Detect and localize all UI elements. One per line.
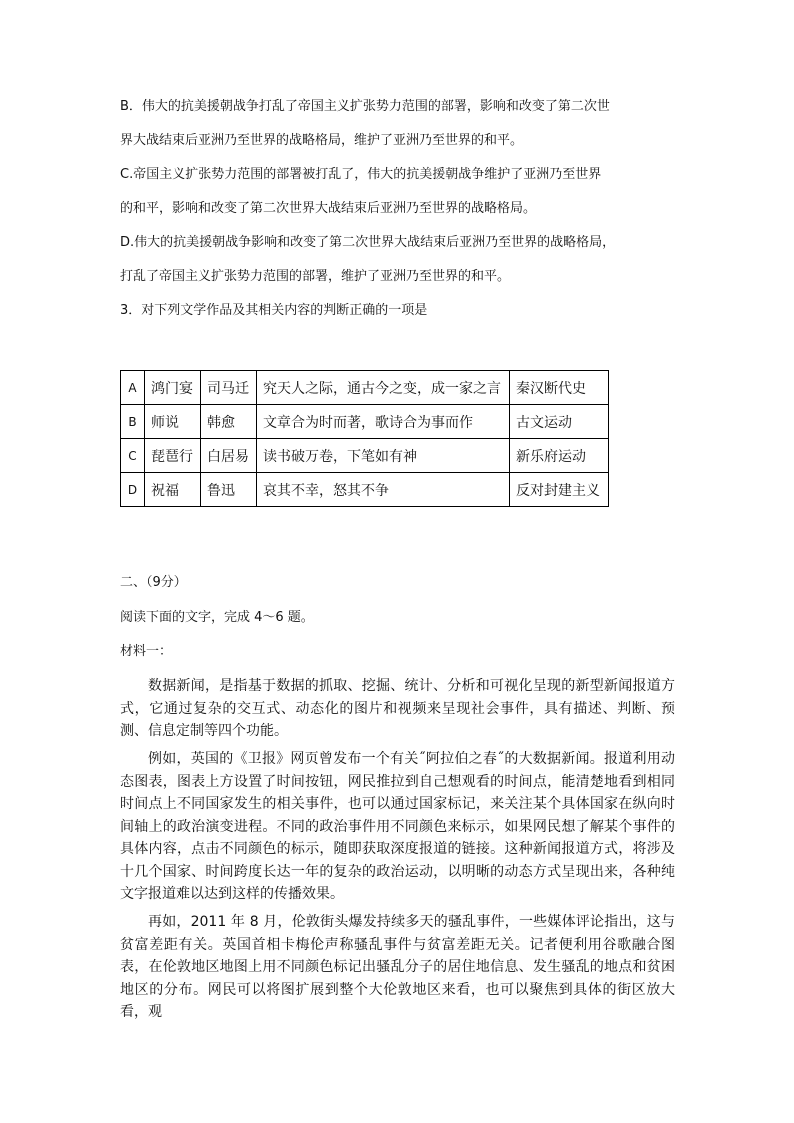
option-d-line-2: 打乱了帝国主义扩张势力范围的部署，维护了亚洲乃至世界的和平。 (120, 269, 511, 284)
option-c-line-2: 的和平，影响和改变了第二次世界大战结束后亚洲乃至世界的战略格局。 (120, 201, 537, 216)
option-b-line-2: 界大战结束后亚洲乃至世界的战略格局，维护了亚洲乃至世界的和平。 (120, 133, 524, 148)
option-b-line-1: B．伟大的抗美援朝战争打乱了帝国主义扩张势力范围的部署，影响和改变了第二次世 (120, 99, 610, 114)
option-c-line-1: C.帝国主义扩张势力范围的部署被打乱了，伟大的抗美援朝战争维护了亚洲乃至世界 (120, 167, 602, 182)
section-2-heading: 二、（9分） (120, 575, 187, 590)
work-author: 鲁迅 (201, 473, 257, 507)
work-quote: 究天人之际，通古今之变，成一家之言 (257, 371, 510, 405)
work-author: 韩愈 (201, 405, 257, 439)
literature-table (120, 370, 609, 507)
work-title: 鸿门宴 (145, 371, 201, 405)
section-2-instruction: 阅读下面的文字，完成 4～6 题。 (120, 610, 314, 625)
paragraph-2: 例如，英国的《卫报》网页曾发布一个有关˝阿拉伯之春˝的大数据新闻。报道利用动态图表，图表上方设置了时间按钮，网民推拉到自己想观看的时间点，能清楚地看到相同时间点上不同国家发生的相关事件，也可以通过国家标记，来关注某个具体国家在纵向时间轴上的政治演变进程。不同的政治事件用不同颜色来标示，如果网民想了解某个事件的具体内容，点击不同颜色的标示，随即获取深度报道的链接。这种新闻报道方式，将涉及十几个国家、时间跨度长达一年的复杂的政治运动，以明晰的动态方式呈现出来，各种纯文字报道难以达到这样的传播效果。 (120, 751, 675, 902)
material-label: 材料一： (120, 644, 173, 659)
work-note: 新乐府运动 (510, 439, 609, 473)
paragraph-1: 数据新闻，是指基于数据的抓取、挖掘、统计、分析和可视化呈现的新型新闻报道方式，它通过复杂的交互式、动态化的图片和视频来呈现社会事件，具有描述、判断、预测、信息定制等四个功能。 (120, 678, 675, 739)
work-note: 秦汉断代史 (510, 371, 609, 405)
table-row (121, 473, 609, 507)
row-key: A (121, 371, 145, 405)
table-row (121, 439, 609, 473)
work-note: 反对封建主义 (510, 473, 609, 507)
work-title: 师说 (145, 405, 201, 439)
work-quote: 哀其不幸，怒其不争 (257, 473, 510, 507)
row-key: C (121, 439, 145, 473)
work-note: 古文运动 (510, 405, 609, 439)
question-3: 3．对下列文学作品及其相关内容的判断正确的一项是 (120, 303, 428, 318)
work-quote: 读书破万卷，下笔如有神 (257, 439, 510, 473)
row-key: D (121, 473, 145, 507)
row-key: B (121, 405, 145, 439)
table-row (121, 371, 609, 405)
work-title: 琵琶行 (145, 439, 201, 473)
table-row (121, 405, 609, 439)
option-d-line-1: D.伟大的抗美援朝战争影响和改变了第二次世界大战结束后亚洲乃至世界的战略格局， (120, 235, 616, 250)
work-author: 司马迁 (201, 371, 257, 405)
work-title: 祝福 (145, 473, 201, 507)
work-quote: 文章合为时而著，歌诗合为事而作 (257, 405, 510, 439)
paragraph-3: 再如，2011 年 8 月，伦敦街头爆发持续多天的骚乱事件，一些媒体评论指出，这与贫富差距有关。英国首相卡梅伦声称骚乱事件与贫富差距无关。记者便利用谷歌融合图表，在伦敦地区地图上用不同颜色标记出骚乱分子的居住地信息、发生骚乱的地点和贫困地区的分布。网民可以将图扩展到整个大伦敦地区来看，也可以聚焦到具体的街区放大看，观 (120, 914, 675, 1020)
work-author: 白居易 (201, 439, 257, 473)
